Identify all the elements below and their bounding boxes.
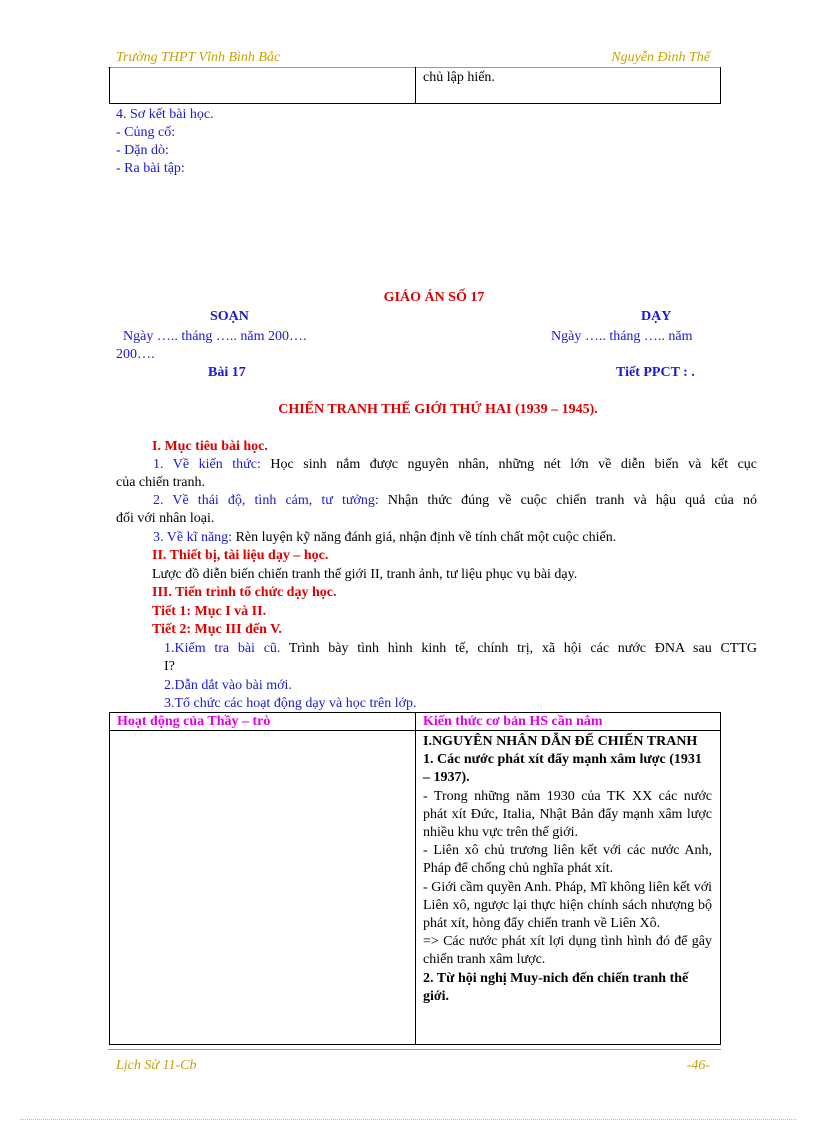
objective-attitude-text: Nhận thức đúng về cuộc chiến tranh và hậu quả của nó	[387, 493, 757, 508]
footer-subject: Lịch Sử 11-Cb	[116, 1058, 197, 1073]
process-step1	[164, 640, 757, 658]
objective-skill-label: 3. Về kĩ năng:	[153, 530, 233, 545]
paragraph-2: - Liên xô chủ trương liên kết với các nước Anh, Pháp để chống chủ nghĩa phát xít.	[423, 843, 712, 877]
objective-knowledge-label: 1. Về kiến thức:	[153, 457, 261, 472]
objective-attitude	[153, 492, 757, 510]
objective-attitude-label: 2. Về thái độ, tình cảm, tư tưởng:	[153, 493, 379, 508]
section-title: I.NGUYÊN NHÂN DẪN ĐẾ CHIẾN TRANH	[423, 734, 698, 749]
lesson-period: Tiết PPCT : .	[616, 365, 695, 380]
plan-title: GIÁO ÁN SỐ 17	[383, 290, 485, 305]
day-date: Ngày ….. tháng ….. năm	[551, 329, 693, 344]
process-step2: 2.Dẫn dắt vào bài mới.	[164, 678, 292, 693]
summary-item-consolidate: - Củng cố:	[116, 125, 176, 140]
knowledge-content	[416, 731, 720, 1006]
paragraph-3: - Giới cầm quyền Anh. Pháp, Mĩ không liên kết với Liên xô, ngược lại thực hiện chính sách nhượng bộ phát xít, hòng đẩy chiến tranh về Liên Xô.	[423, 879, 712, 932]
knowledge-cell	[416, 731, 721, 1045]
process-step1-label: 1.Kiểm tra bài cũ.	[164, 641, 281, 656]
lesson-title: CHIẾN TRANH THẾ GIỚI THỨ HAI (1939 – 1945).	[278, 402, 598, 417]
paragraph-4: => Các nước phát xít lợi dụng tình hình đó để gây chiến tranh xâm lược.	[423, 934, 712, 968]
objective-knowledge-cont: của chiến tranh.	[116, 475, 206, 490]
top-table	[109, 67, 721, 104]
soan-date: Ngày ….. tháng ….. năm 200….	[123, 329, 307, 344]
col2-header-cell	[416, 713, 721, 731]
col1-header-cell	[110, 713, 416, 731]
objective-knowledge	[153, 456, 757, 474]
equipment-heading: II. Thiết bị, tài liệu dạy – học.	[152, 548, 329, 563]
process-tiet1: Tiết 1: Mục I và II.	[152, 604, 267, 619]
col1-header: Hoạt động của Thầy – trò	[117, 714, 271, 729]
objectives-heading: I. Mục tiêu bài học.	[152, 439, 268, 454]
summary-item-homework: - Ra bài tập:	[116, 161, 185, 176]
process-step1-cont: I?	[164, 659, 175, 674]
page-bottom-border	[20, 1119, 796, 1120]
lesson-number: Bài 17	[208, 365, 246, 380]
footer-page-number: -46-	[686, 1058, 710, 1073]
process-step1-text: Trình bày tình hình kinh tế, chính trị, xã hội các nước ĐNA sau CTTG	[288, 641, 758, 656]
header-author: Nguyễn Đình Thế	[611, 50, 710, 65]
objective-attitude-cont: đối với nhân loại.	[116, 511, 215, 526]
paragraph-1: - Trong những năm 1930 của TK XX các nước phát xít Đức, Italia, Nhật Bản đẩy mạnh xâm lược nhiều khu vực trên thế giới.	[423, 788, 712, 841]
subsection-2: 2. Từ hội nghị Muy-nich đến chiến tranh thế giới.	[423, 970, 689, 1004]
objective-knowledge-text: Học sinh nắm được nguyên nhân, những nét lớn về diễn biến và kết cục	[270, 457, 757, 472]
process-heading: III. Tiến trình tổ chức dạy học.	[152, 585, 337, 600]
col2-header: Kiến thức cơ bản HS cần nắm	[423, 714, 603, 729]
teacher-activity-cell	[110, 731, 416, 1045]
objective-skill	[153, 529, 616, 547]
process-step3: 3.Tổ chức các hoạt động dạy và học trên lớp.	[164, 696, 417, 711]
subsection-1: 1. Các nước phát xít đẩy mạnh xâm lược (1931 – 1937).	[423, 752, 702, 786]
top-table-right-cell	[416, 67, 721, 103]
objective-skill-text: Rèn luyện kỹ năng đánh giá, nhận định về tính chất một cuộc chiến.	[235, 530, 617, 545]
top-table-left-cell	[110, 67, 416, 103]
activity-table	[109, 712, 721, 1045]
equipment-text: Lược đồ diễn biến chiến tranh thế giới II, tranh ảnh, tư liệu phục vụ bài dạy.	[152, 567, 578, 582]
process-tiet2: Tiết 2: Mục III đến V.	[152, 622, 282, 637]
top-table-right-text: chủ lập hiến.	[423, 70, 495, 85]
footer-rule	[108, 1049, 721, 1050]
header-school: Trường THPT Vĩnh Bình Bắc	[116, 50, 281, 65]
summary-title: 4. Sơ kết bài học.	[116, 107, 214, 122]
day-label: DẠY	[641, 309, 672, 324]
summary-item-instruction: - Dặn dò:	[116, 143, 169, 158]
soan-date-cont: 200….	[116, 347, 155, 362]
soan-label: SOẠN	[210, 309, 249, 324]
